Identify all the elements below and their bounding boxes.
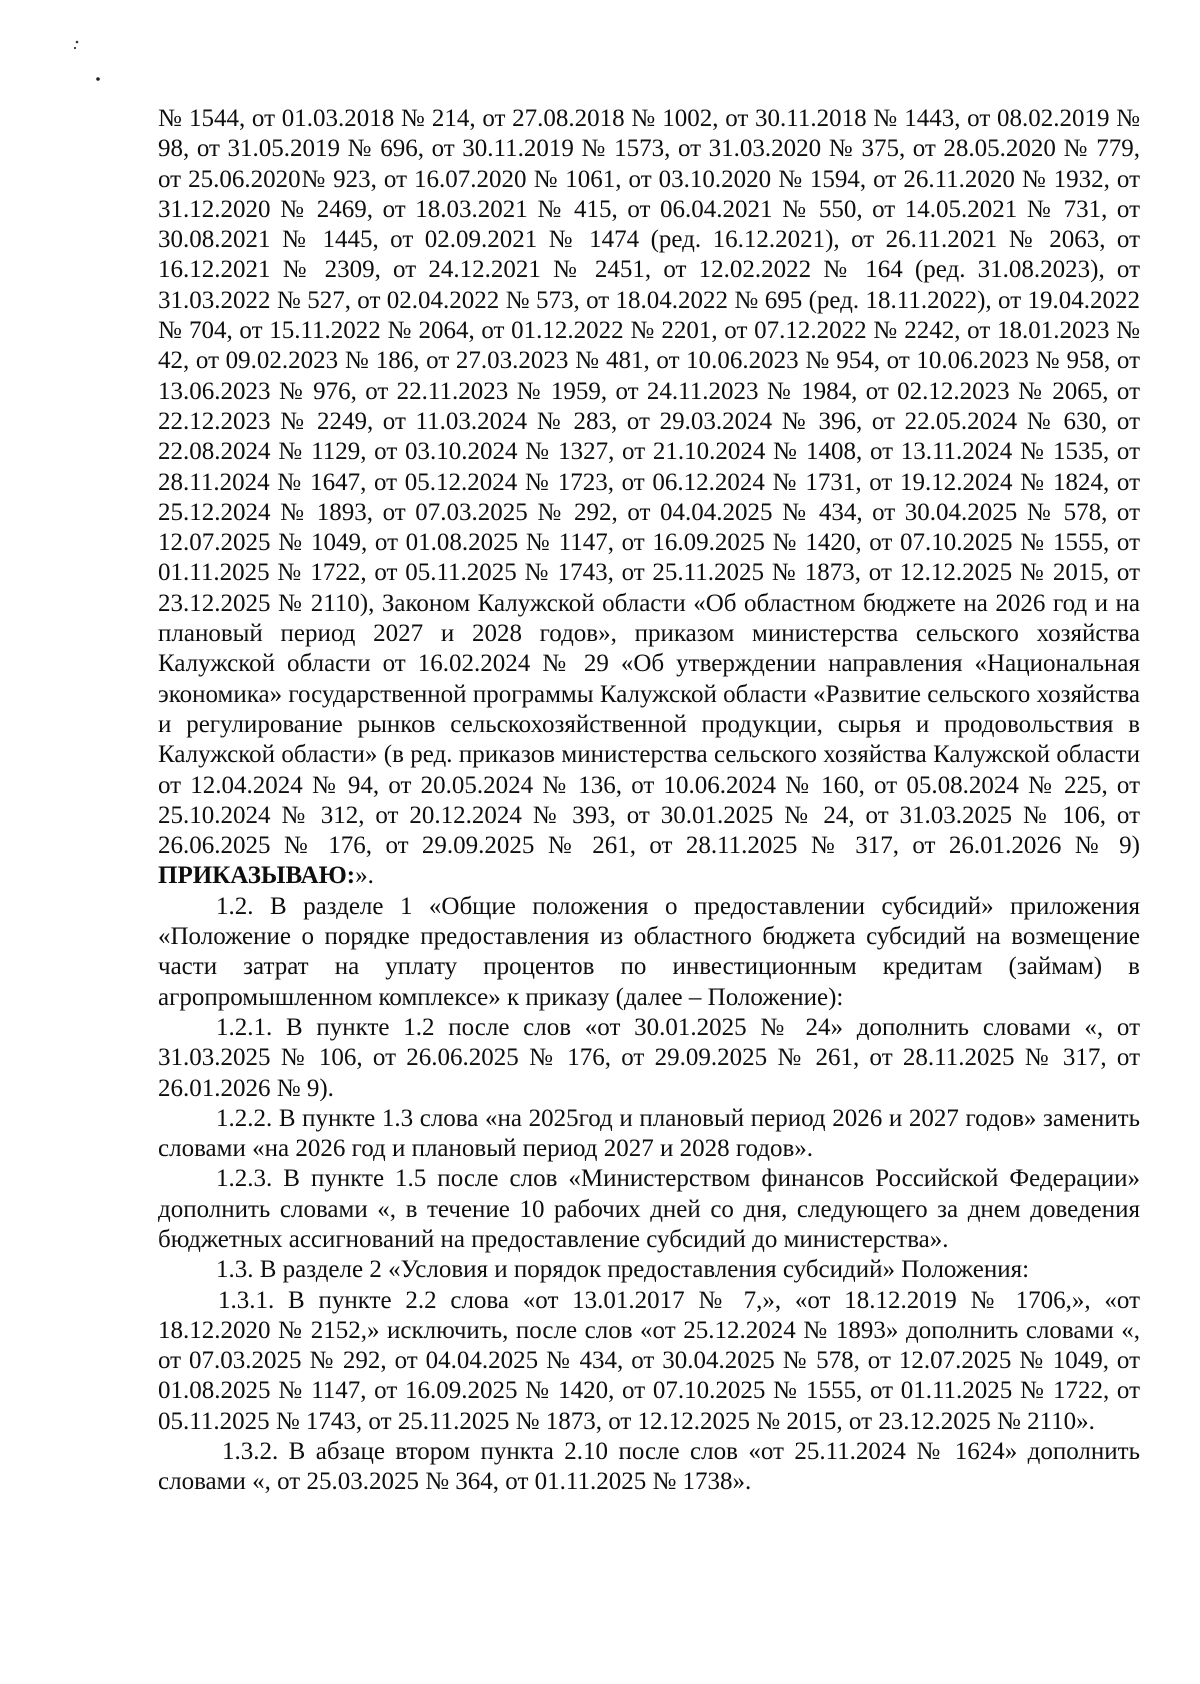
paragraph-1-3: 1.3. В разделе 2 «Условия и порядок предоставления субсидий» Положения: xyxy=(216,1256,1030,1284)
paragraph-1-3-1: 1.3.1. В пункте 2.2 слова «от 13.01.2017 № 7,», «от 18.12.2019 № 1706,», «от 18.12.2020 № 2152,» исключить, после слов «от 25.12.2024 № 1893» дополнить словами «, от 07.03.2025 № 292, от 04.04.2025 № 434, от 30.04.2025 № 578, от 12.07.2025 № 1049, от 01.08.2025 № 1147, от 16.09.2025 № 1420, от 07.10.2025 № 1555, от 01.11.2025 № 1722, от 05.11.2025 № 1743, от 25.11.2025 № 1873, от 12.12.2025 № 2015, от 23.12.2025 № 2110». xyxy=(158,1286,1140,1435)
order-word: ПРИКАЗЫВАЮ: xyxy=(158,862,356,890)
paragraph-1-2: 1.2. В разделе 1 «Общие положения о предоставлении субсидий» приложения «Положение о порядке предоставления из областного бюджета субсидий на возмещение части затрат на уплату процентов по инвестиционным кредитам (займам) в агропромышленном комплексе» к приказу (далее – Положение): xyxy=(158,892,1140,1011)
paragraph-1-2-2: 1.2.2. В пункте 1.3 слова «на 2025год и плановый период 2026 и 2027 годов» заменить словами «на 2026 год и плановый период 2027 и 2028 годов». xyxy=(158,1104,1140,1163)
paragraph-1-2-3: 1.2.3. В пункте 1.5 после слов «Министерством финансов Российской Федерации» дополнить словами «, в течение 10 рабочих дней со дня, следующего за днем доведения бюджетных ассигнований на предоставление субсидий до министерства». xyxy=(158,1165,1140,1253)
paragraph-1-2-1: 1.2.1. В пункте 1.2 после слов «от 30.01.2025 № 24» дополнить словами «, от 31.03.2025 № 106, от 26.06.2025 № 176, от 29.09.2025 № 261, от 28.11.2025 № 317, от 26.01.2026 № 9). xyxy=(158,1013,1140,1102)
continuation-paragraph xyxy=(158,104,1140,892)
paragraph-1-3-2: 1.3.2. В абзаце втором пункта 2.10 после слов «от 25.11.2024 № 1624» дополнить словами «, от 25.03.2025 № 364, от 01.11.2025 № 1738». xyxy=(158,1438,1140,1496)
continuation-text: № 1544, от 01.03.2018 № 214, от 27.08.2018 № 1002, от 30.11.2018 № 1443, от 08.02.2019 № 98, от 31.05.2019 № 696, от 30.11.2019 № 1573, от 31.03.2020 № 375, от 28.05.2020 № 779, от 25.06.2020№ 923, от 16.07.2020 № 1061, от 03.10.2020 № 1594, от 26.11.2020 № 1932, от 31.12.2020 № 2469, от 18.03.2021 № 415, от 06.04.2021 № 550, от 14.05.2021 № 731, от 30.08.2021 № 1445, от 02.09.2021 № 1474 (ред. 16.12.2021), от 26.11.2021 № 2063, от 16.12.2021 № 2309, от 24.12.2021 № 2451, от 12.02.2022 № 164 (ред. 31.08.2023), от 31.03.2022 № 527, от 02.04.2022 № 573, от 18.04.2022 № 695 (ред. 18.11.2022), от 19.04.2022 № 704, от 15.11.2022 № 2064, от 01.12.2022 № 2201, от 07.12.2022 № 2242, от 18.01.2023 № 42, от 09.02.2023 № 186, от 27.03.2023 № 481, от 10.06.2023 № 954, от 10.06.2023 № 958, от 13.06.2023 № 976, от 22.11.2023 № 1959, от 24.11.2023 № 1984, от 02.12.2023 № 2065, от 22.12.2023 № 2249, от 11.03.2024 № 283, от 29.03.2024 № 396, от 22.05.2024 № 630, от 22.08.2024 № 1129, от 03.10.2024 № 1327, от 21.10.2024 № 1408, от 13.11.2024 № 1535, от 28.11.2024 № 1647, от 05.12.2024 № 1723, от 06.12.2024 № 1731, от 19.12.2024 № 1824, от 25.12.2024 № 1893, от 07.03.2025 № 292, от 04.04.2025 № 434, от 30.04.2025 № 578, от 12.07.2025 № 1049, от 01.08.2025 № 1147, от 16.09.2025 № 1420, от 07.10.2025 № 1555, от 01.11.2025 № 1722, от 05.11.2025 № 1743, от 25.11.2025 № 1873, от 12.12.2025 № 2015, от 23.12.2025 № 2110), Законом Калужской области «Об областном бюджете на 2026 год и на плановый период 2027 и 2028 годов», приказом министерства сельского хозяйства Калужской области от 16.02.2024 № 29 «Об утверждении направления «Национальная экономика» государственной программы Калужской области «Развитие сельского хозяйства и регулирование рынков сельскохозяйственной продукции, сырья и продовольствия в Калужской области» (в ред. приказов министерства сельского хозяйства Калужской области от 12.04.2024 № 94, от 20.05.2024 № 136, от 10.06.2024 № 160, от 05.08.2024 № 225, от 25.10.2024 № 312, от 20.12.2024 № 393, от 30.01.2025 № 24, от 31.03.2025 № 106, от 26.06.2025 № 176, от 29.09.2025 № 261, от 28.11.2025 № 317, от 26.01.2026 № 9) xyxy=(158,105,1140,860)
document-body xyxy=(158,104,1140,1498)
order-closing: ». xyxy=(355,862,374,890)
scan-speck-marks xyxy=(70,38,120,98)
